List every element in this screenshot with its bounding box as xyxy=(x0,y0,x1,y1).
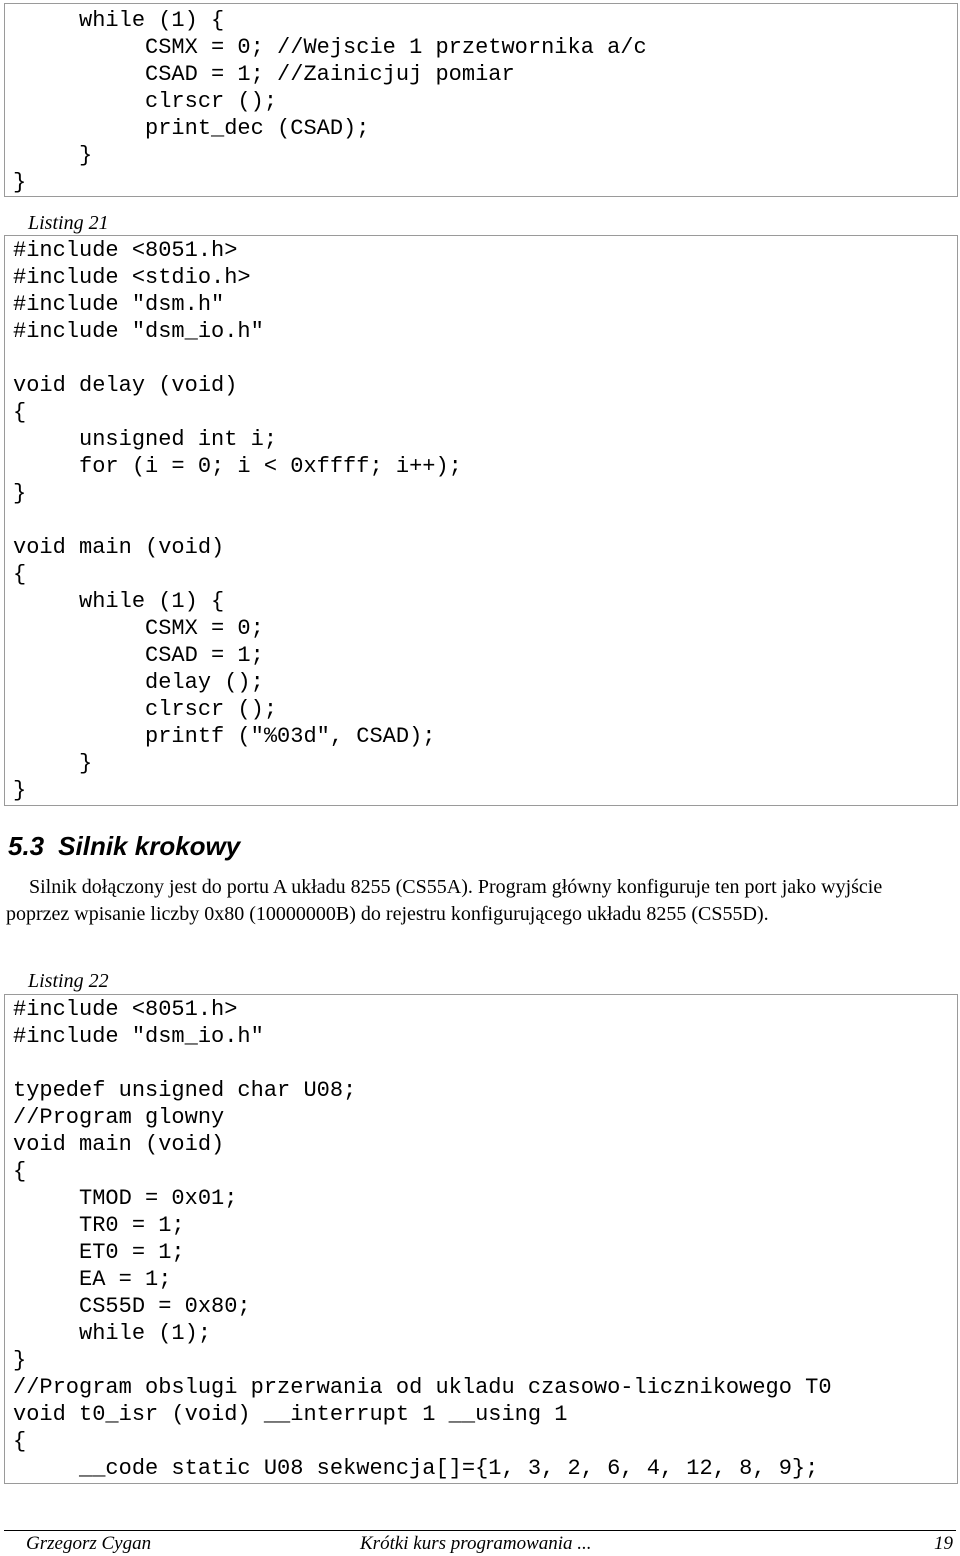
code-line: CSMX = 0; //Wejscie 1 przetwornika a/c xyxy=(13,35,647,60)
listing-21-caption: Listing 21 xyxy=(28,212,109,234)
code-line: print_dec (CSAD); xyxy=(13,116,370,141)
code-line: { xyxy=(13,562,27,587)
code-line: { xyxy=(13,1159,27,1184)
footer-page-number: 19 xyxy=(934,1533,953,1554)
code-line: clrscr (); xyxy=(13,697,278,722)
section-title: Silnik krokowy xyxy=(58,831,241,861)
code-line: #include "dsm.h" xyxy=(13,292,225,317)
code-line: EA = 1; xyxy=(13,1267,172,1292)
code-line: for (i = 0; i < 0xffff; i++); xyxy=(13,454,462,479)
code-line: printf ("%03d", CSAD); xyxy=(13,724,436,749)
code-line: //Program glowny xyxy=(13,1105,225,1130)
code-line: void main (void) xyxy=(13,535,225,560)
code-line: TMOD = 0x01; xyxy=(13,1186,238,1211)
code-listing-22 xyxy=(4,994,958,1484)
code-line: } xyxy=(13,1348,27,1373)
code-line: CSMX = 0; xyxy=(13,616,264,641)
section-heading xyxy=(8,831,240,861)
code-line: while (1) { xyxy=(13,8,225,33)
code-line: typedef unsigned char U08; xyxy=(13,1078,357,1103)
code-line: //Program obslugi przerwania od ukladu czasowo-licznikowego T0 xyxy=(13,1375,832,1400)
section-number: 5.3 xyxy=(8,831,45,861)
code-line: CSAD = 1; xyxy=(13,643,264,668)
code-line: #include "dsm_io.h" xyxy=(13,319,264,344)
code-line: while (1) { xyxy=(13,589,225,614)
code-line: clrscr (); xyxy=(13,89,278,114)
code-line: #include <8051.h> xyxy=(13,238,238,263)
code-line: unsigned int i; xyxy=(13,427,278,452)
code-line: CS55D = 0x80; xyxy=(13,1294,251,1319)
code-line: ET0 = 1; xyxy=(13,1240,185,1265)
code-line: #include <8051.h> xyxy=(13,997,238,1022)
code-line: #include <stdio.h> xyxy=(13,265,251,290)
code-line: } xyxy=(13,170,27,195)
code-line: void t0_isr (void) __interrupt 1 __using 1 xyxy=(13,1402,568,1427)
code-line: while (1); xyxy=(13,1321,212,1346)
code-line: delay (); xyxy=(13,670,264,695)
code-line: } xyxy=(13,751,93,776)
code-line: __code static U08 sekwencja[]={1, 3, 2, 6, 4, 12, 8, 9}; xyxy=(13,1456,819,1481)
code-line: void delay (void) xyxy=(13,373,238,398)
code-listing-21 xyxy=(4,235,958,806)
footer-author: Grzegorz Cygan xyxy=(26,1533,152,1554)
code-line: #include "dsm_io.h" xyxy=(13,1024,264,1049)
footer-book-title: Krótki kurs programowania ... xyxy=(360,1533,592,1554)
code-listing-fragment xyxy=(4,3,958,197)
code-line: void main (void) xyxy=(13,1132,225,1157)
code-line: { xyxy=(13,400,27,425)
code-line: } xyxy=(13,778,27,803)
code-line: { xyxy=(13,1429,27,1454)
code-line: } xyxy=(13,143,93,168)
body-paragraph: Silnik dołączony jest do portu A układu 8255 (CS55A). Program główny konfiguruje ten port jako wyjście poprzez wpisanie liczby 0x80 (10000000B) do rejestru konfigurującego układu 8255 (CS55D). xyxy=(6,876,883,925)
code-line: CSAD = 1; //Zainicjuj pomiar xyxy=(13,62,515,87)
listing-22-caption: Listing 22 xyxy=(28,970,109,992)
code-line: } xyxy=(13,481,27,506)
code-line: TR0 = 1; xyxy=(13,1213,185,1238)
footer-rule xyxy=(4,1530,956,1531)
